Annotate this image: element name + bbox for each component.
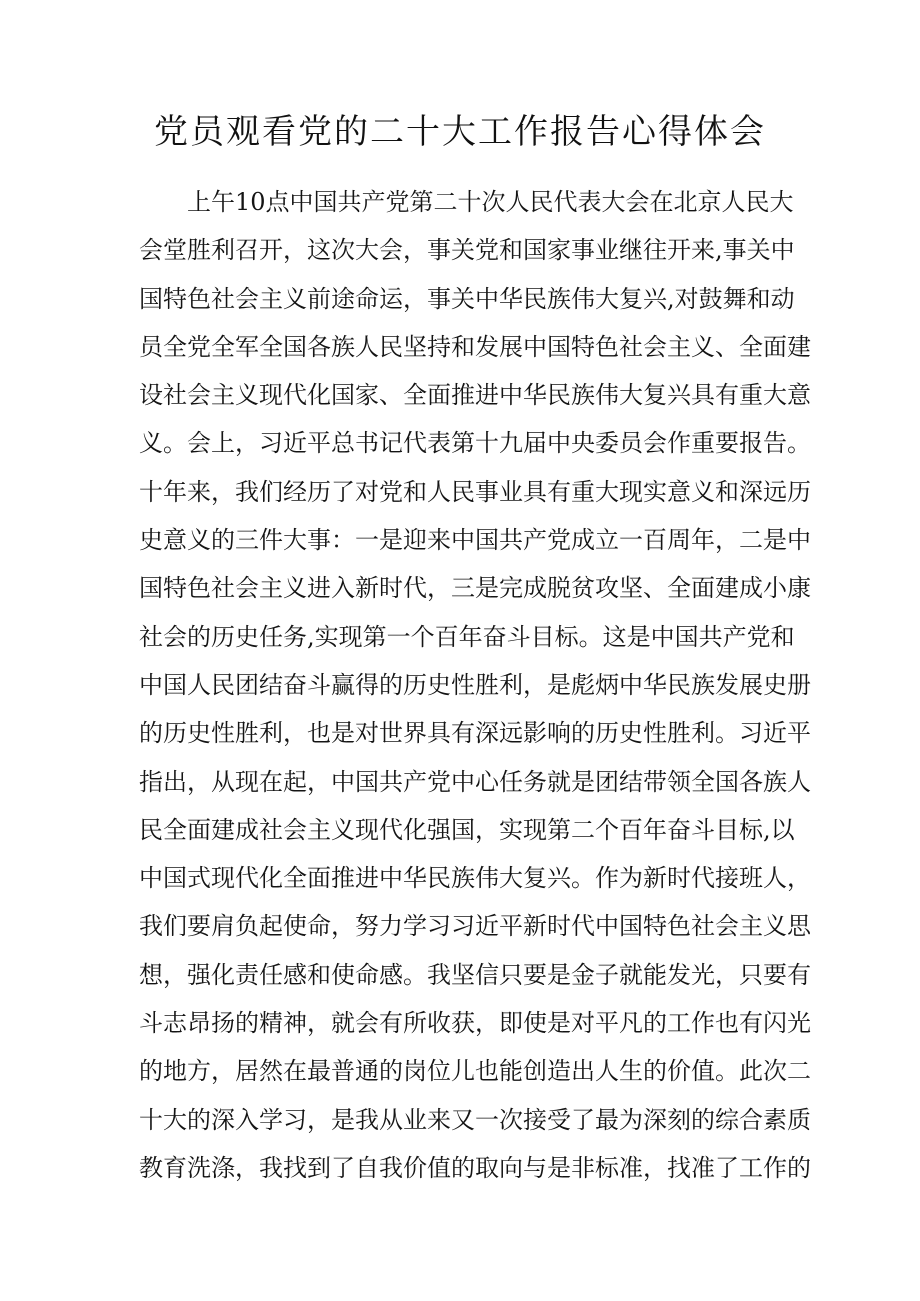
body-paragraph (139, 178, 811, 1192)
paragraph-line: 我们要肩负起使命，努力学习习近平新时代中国特色社会主义思 (139, 912, 811, 941)
paragraph-line: 的历史性胜利，也是对世界具有深远影响的历史性胜利。习近平 (139, 719, 811, 748)
paragraph-line: 指出，从现在起，中国共产党中心任务就是团结带领全国各族人 (139, 767, 811, 796)
paragraph-line: 社会的历史任务,实现第一个百年奋斗目标。这是中国共产党和 (139, 622, 795, 651)
document-title: 党员观看党的二十大工作报告心得体会 (154, 112, 766, 152)
paragraph-line: 国特色社会主义前途命运，事关中华民族伟大复兴,对鼓舞和动 (139, 284, 795, 313)
paragraph-line: 国特色社会主义进入新时代，三是完成脱贫攻坚、全面建成小康 (139, 574, 811, 603)
paragraph-line: 设社会主义现代化国家、全面推进中华民族伟大复兴具有重大意 (139, 381, 811, 410)
paragraph-line: 的地方，居然在最普通的岗位儿也能创造出人生的价值。此次二 (139, 1057, 811, 1086)
paragraph-line: 上午10点中国共产党第二十次人民代表大会在北京人民大 (187, 188, 794, 216)
paragraph-line: 中国人民团结奋斗赢得的历史性胜利，是彪炳中华民族发展史册 (139, 670, 811, 699)
paragraph-line: 民全面建成社会主义现代化强国，实现第二个百年奋斗目标,以 (139, 815, 795, 844)
paragraph-line: 十年来，我们经历了对党和人民事业具有重大现实意义和深远历 (139, 477, 811, 506)
paragraph-line: 义。会上，习近平总书记代表第十九届中央委员会作重要报告。 (139, 429, 811, 458)
paragraph-line: 史意义的三件大事：一是迎来中国共产党成立一百周年，二是中 (139, 526, 811, 555)
paragraph-line: 想，强化责任感和使命感。我坚信只要是金子就能发光，只要有 (139, 960, 811, 989)
paragraph-line: 会堂胜利召开，这次大会，事关党和国家事业继往开来,事关中 (139, 236, 795, 265)
paragraph-line: 教育洗涤，我找到了自我价值的取向与是非标准，找准了工作的 (139, 1153, 811, 1182)
paragraph-line: 斗志昂扬的精神，就会有所收获，即使是对平凡的工作也有闪光 (139, 1009, 811, 1038)
paragraph-line: 十大的深入学习，是我从业来又一次接受了最为深刻的综合素质 (139, 1105, 811, 1134)
paragraph-line: 员全党全军全国各族人民坚持和发展中国特色社会主义、全面建 (139, 332, 811, 361)
paragraph-line: 中国式现代化全面推进中华民族伟大复兴。作为新时代接班人， (139, 864, 811, 893)
